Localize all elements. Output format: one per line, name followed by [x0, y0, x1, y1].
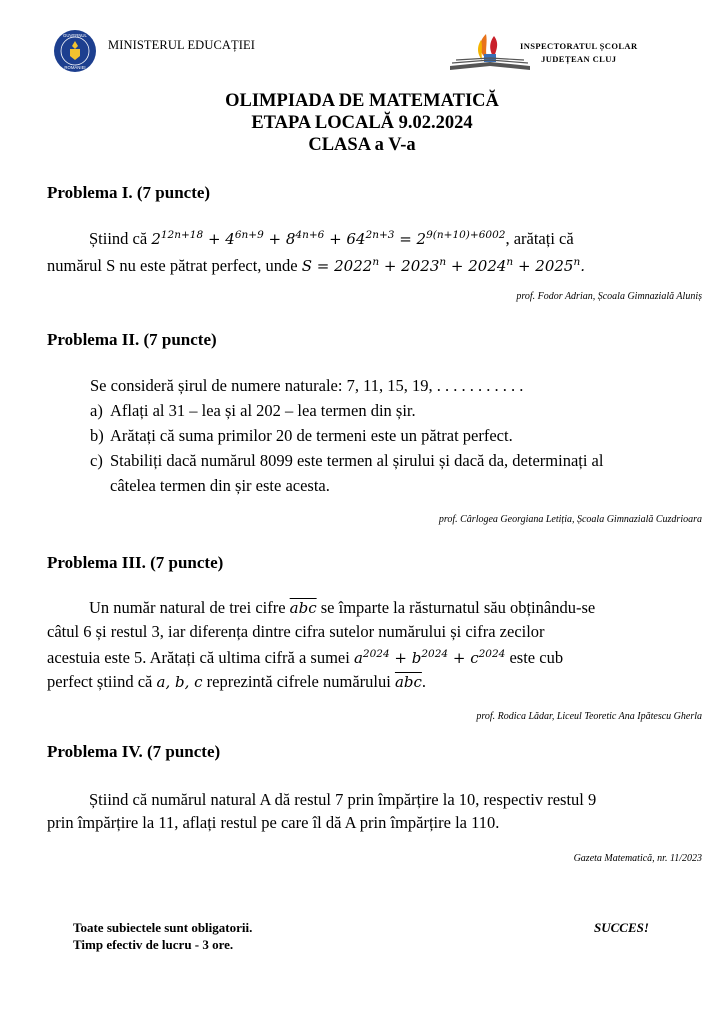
- p1-text-1: Știind că: [89, 229, 152, 248]
- problem-2-heading: Problema II. (7 puncte): [47, 330, 217, 349]
- problem-3-heading: Problema III. (7 puncte): [47, 553, 224, 572]
- problem-2-credit: prof. Cârlogea Georgiana Letiția, Școala Gimnazială Cuzdrioara: [438, 514, 702, 525]
- problem-3-text: Un număr natural de trei cifre $\overline{abc}$ se împarte la răsturnatul său obținându-se câtul 6 și restul 3, iar diferența dintre cifra sutelor numărului și cifra zecilor acestuia este 5. Arătați că ultima cifră a sumei $a^{2024} + b^{2024} + c^{2024}$ este cub perfect știind că a, b, c reprezintă cifrele numărului $\overline{abc}$.: [47, 596, 677, 694]
- p4-line-2: prin împărțire la 11, aflați restul pe care îl dă A prin împărțire la 110.: [47, 813, 500, 832]
- footer-success: SUCCES!: [594, 920, 649, 935]
- p1-text-2: , arătați că: [505, 229, 574, 248]
- p4-line-1: Știind că numărul natural A dă restul 7 prin împărțire la 10, respectiv restul 9: [89, 790, 597, 809]
- p1-s-definition: $S = 2022^n + 2023^n + 2024^n + 2025^n$.: [301, 256, 585, 275]
- problem-4-credit: Gazeta Matematică, nr. 11/2023: [573, 853, 702, 864]
- p2-item-c: c) Stabiliți dacă numărul 8099 este termen al șirului și dacă da, determinați al câtelea termen din șir este acesta.: [90, 451, 604, 495]
- footer-notes: [73, 919, 252, 953]
- p2-item-b: b) Arătați că suma primilor 20 de termeni este un pătrat perfect.: [90, 426, 513, 445]
- seal-text-top: GUVERNUL: [63, 33, 87, 38]
- p3-abc-2: $\overline{abc}$: [394, 673, 422, 691]
- title-line1: OLIMPIADA DE MATEMATICĂ: [225, 91, 499, 111]
- problem-2-body: [90, 373, 690, 498]
- title-line2: ETAPA LOCALĂ 9.02.2024: [251, 113, 473, 133]
- ministry-name: MINISTERUL EDUCAȚIEI: [108, 37, 256, 52]
- inspectorate-line1: INSPECTORATUL ȘCOLAR: [520, 41, 638, 51]
- p2-intro: Se consideră șirul de numere naturale: 7, 11, 15, 19, . . . . . . . . . . .: [90, 376, 524, 395]
- problem-1-heading: Problema I. (7 puncte): [47, 183, 211, 202]
- p2-sequence: 7, 11, 15, 19, . . . . . . . . . . .: [346, 376, 524, 395]
- p3-abc-1: $\overline{abc}$: [289, 599, 317, 617]
- inspectorate-line2: JUDEȚEAN CLUJ: [541, 54, 617, 64]
- problem-3-credit: prof. Rodica Lădar, Liceul Teoretic Ana Ipătescu Gherla: [476, 711, 702, 722]
- p3-line-2: câtul 6 și restul 3, iar diferența dintre cifra sutelor numărului și cifra zecilor: [47, 622, 545, 641]
- inspectorate-name: [520, 40, 638, 66]
- problem-1-text: [47, 224, 677, 278]
- problem-4-text: [47, 788, 677, 834]
- header-left: [46, 28, 255, 74]
- footer-line-1: Toate subiectele sunt obligatorii.: [73, 920, 253, 935]
- p2-item-a: a) Aflați al 31 – lea și al 202 – lea termen din șir.: [90, 401, 416, 420]
- title-line3: CLASA a V-a: [308, 135, 416, 155]
- p3-vars: a, b, c: [156, 673, 203, 691]
- footer-line-2: Timp efectiv de lucru - 3 ore.: [73, 937, 234, 952]
- p1-equation: $2^{12n+18} + 4^{6n+9} + 8^{4n+6} + 64^{2n+3} = 2^{9(n+10)+6002}$: [151, 229, 506, 248]
- government-seal-icon: [46, 28, 104, 74]
- seal-text-bottom: ROMÂNIEI: [64, 65, 86, 70]
- problem-1-credit: prof. Fodor Adrian, Școala Gimnazială Aluniș: [516, 291, 702, 302]
- p1-text-3: numărul S nu este pătrat perfect, unde: [47, 256, 302, 275]
- problem-4-heading: Problema IV. (7 puncte): [47, 742, 221, 761]
- p3-power-sum: $a^{2024} + b^{2024} + c^{2024}$: [353, 648, 506, 667]
